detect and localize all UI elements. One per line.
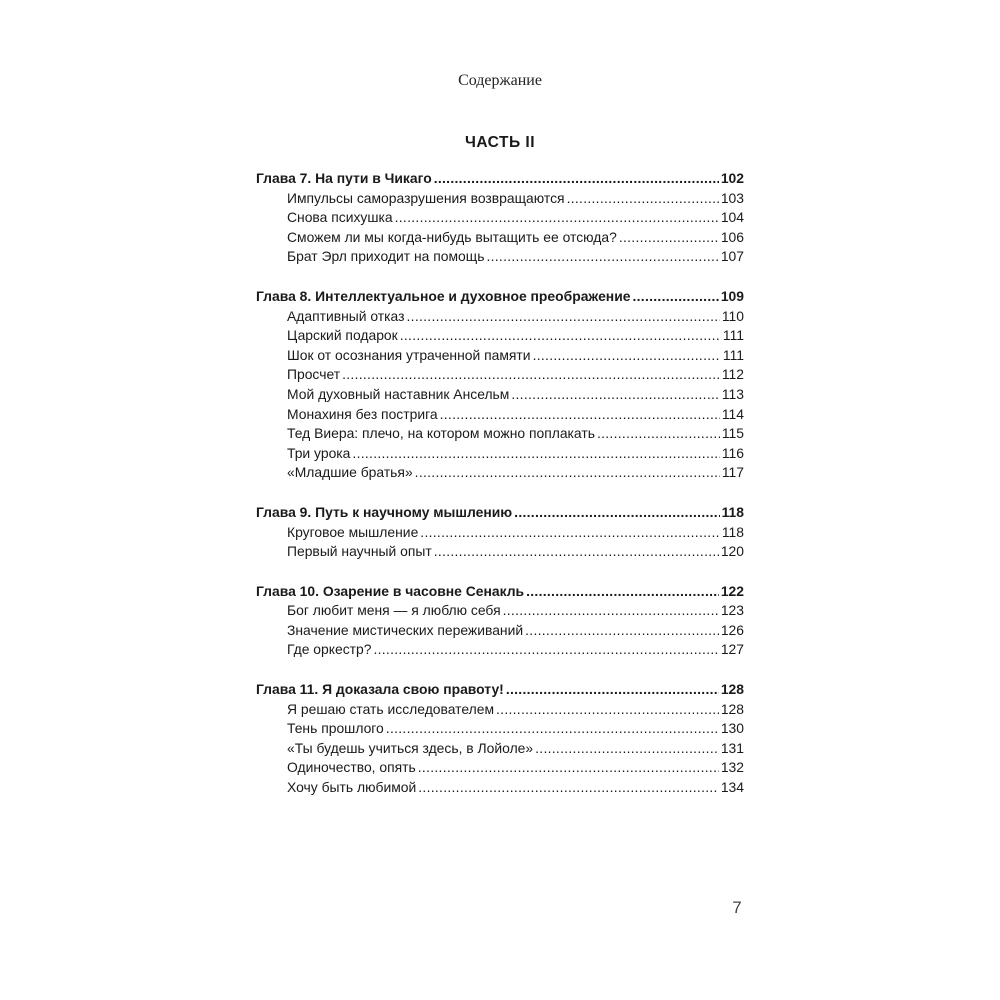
- table-of-contents: [256, 169, 744, 818]
- dot-leader: [434, 542, 719, 562]
- toc-entry[interactable]: [256, 385, 744, 405]
- section-title: Снова психушка: [287, 209, 393, 226]
- page-number: 104: [720, 209, 744, 226]
- section-title: Значение мистических переживаний: [287, 621, 524, 638]
- dot-leader: [503, 601, 719, 621]
- dot-leader: [400, 326, 721, 346]
- chapter-title: Глава 9. Путь к научному мышлению: [256, 503, 513, 520]
- section-title: Просчет: [287, 366, 341, 383]
- section-title: «Младшие братья»: [287, 464, 413, 481]
- page-number: 118: [721, 523, 744, 540]
- section-title: Где оркестр?: [287, 641, 372, 658]
- dot-leader: [395, 208, 719, 228]
- page-number: 116: [721, 444, 744, 461]
- page-number: 128: [720, 681, 744, 698]
- page-number: 117: [721, 464, 744, 481]
- page-number: 110: [721, 307, 744, 324]
- page-number: 120: [720, 543, 744, 560]
- toc-entry[interactable]: [256, 719, 744, 739]
- dot-leader: [511, 385, 719, 405]
- page-number: 122: [720, 582, 744, 599]
- section-title: Шок от осознания утраченной памяти: [287, 346, 531, 363]
- chapter-title: Глава 10. Озарение в часовне Сенакль: [256, 582, 525, 599]
- section-title: Импульсы саморазрушения возвращаются: [287, 189, 565, 206]
- part-title: ЧАСТЬ II: [464, 134, 536, 151]
- page-number: 115: [721, 425, 744, 442]
- page-number: 126: [720, 621, 744, 638]
- page-number: 103: [720, 189, 744, 206]
- toc-entry[interactable]: [256, 405, 744, 425]
- toc-entry[interactable]: [256, 424, 744, 444]
- dot-leader: [632, 287, 718, 307]
- dot-leader: [486, 247, 718, 267]
- section-title: Хочу быть любимой: [287, 779, 417, 796]
- toc-entry[interactable]: [256, 208, 744, 228]
- toc-entry[interactable]: [256, 307, 744, 327]
- dot-leader: [567, 189, 719, 209]
- dot-leader: [352, 444, 719, 464]
- dot-leader: [418, 758, 719, 778]
- section-title: Сможем ли мы когда-нибудь вытащить ее отсюда?: [287, 228, 617, 245]
- dot-leader: [619, 228, 719, 248]
- dot-leader: [526, 582, 719, 602]
- dot-leader: [420, 523, 720, 543]
- dot-leader: [418, 778, 719, 798]
- page-number: 109: [720, 287, 744, 304]
- section-title: Я решаю стать исследователем: [287, 700, 495, 717]
- chapter-10: [256, 582, 744, 660]
- page-number: 127: [720, 641, 744, 658]
- page-number: 134: [720, 779, 744, 796]
- section-title: «Ты будешь учиться здесь, в Лойоле»: [287, 739, 534, 756]
- section-title: Первый научный опыт: [287, 543, 432, 560]
- dot-leader: [525, 621, 719, 641]
- dot-leader: [440, 405, 720, 425]
- section-title: Брат Эрл приходит на помощь: [287, 248, 485, 265]
- dot-leader: [514, 503, 719, 523]
- toc-entry[interactable]: [256, 247, 744, 267]
- section-title: Одиночество, опять: [287, 759, 416, 776]
- toc-entry[interactable]: [256, 365, 744, 385]
- section-title: Тень прошлого: [287, 720, 384, 737]
- page-number: 102: [720, 170, 744, 186]
- dot-leader: [386, 719, 719, 739]
- dot-leader: [535, 739, 719, 759]
- section-title: Адаптивный отказ: [287, 307, 405, 324]
- toc-entry[interactable]: [256, 640, 744, 660]
- page-number: 132: [720, 759, 744, 776]
- section-title: Бог любит меня — я люблю себя: [287, 602, 501, 619]
- chapter-title: Глава 8. Интеллектуальное и духовное преображение: [256, 287, 631, 304]
- toc-entry[interactable]: [256, 444, 744, 464]
- dot-leader: [496, 700, 719, 720]
- page-number: 114: [721, 405, 744, 422]
- page-number: 106: [720, 228, 744, 245]
- toc-entry[interactable]: [256, 228, 744, 248]
- running-head: Содержание: [458, 72, 542, 89]
- page-number: 130: [720, 720, 744, 737]
- page-number: 111: [722, 327, 744, 344]
- toc-entry[interactable]: [256, 542, 744, 562]
- dot-leader: [533, 346, 721, 366]
- chapter-8: [256, 287, 744, 483]
- dot-leader: [506, 680, 719, 700]
- dot-leader: [342, 365, 720, 385]
- page-number: 128: [720, 700, 744, 717]
- dot-leader: [373, 640, 718, 660]
- page-number: 123: [720, 602, 744, 619]
- toc-entry[interactable]: [256, 169, 744, 189]
- page-number: 118: [721, 503, 744, 520]
- toc-entry[interactable]: [256, 739, 744, 759]
- toc-entry[interactable]: [256, 189, 744, 209]
- toc-entry[interactable]: [256, 758, 744, 778]
- section-title: Царский подарок: [287, 327, 398, 344]
- page-number: 113: [721, 385, 744, 402]
- page-number: 111: [722, 346, 744, 363]
- toc-entry[interactable]: [256, 463, 744, 483]
- page-number: 107: [720, 248, 744, 265]
- toc-entry[interactable]: [256, 346, 744, 366]
- page-number: 112: [721, 366, 744, 383]
- toc-entry[interactable]: [256, 601, 744, 621]
- chapter-7: [256, 169, 744, 267]
- toc-entry[interactable]: [256, 680, 744, 700]
- chapter-11: [256, 680, 744, 798]
- toc-entry[interactable]: [256, 700, 744, 720]
- chapter-9: [256, 503, 744, 562]
- chapter-title: Глава 11. Я доказала свою правоту!: [256, 681, 504, 698]
- page-number: 131: [720, 739, 744, 756]
- toc-entry[interactable]: [256, 287, 744, 307]
- chapter-title: Глава 7. На пути в Чикаго: [256, 170, 432, 186]
- toc-entry[interactable]: [256, 778, 744, 798]
- toc-entry[interactable]: [256, 326, 744, 346]
- dot-leader: [415, 463, 720, 483]
- page-folio: 7: [732, 898, 742, 917]
- section-title: Монахиня без пострига: [287, 405, 438, 422]
- section-title: Тед Виера: плечо, на котором можно поплакать: [287, 425, 595, 442]
- toc-entry[interactable]: [256, 621, 744, 641]
- toc-entry[interactable]: [256, 523, 744, 543]
- dot-leader: [434, 169, 719, 189]
- dot-leader: [597, 424, 720, 444]
- toc-entry[interactable]: [256, 503, 744, 523]
- section-title: Мой духовный наставник Ансельм: [287, 385, 510, 402]
- dot-leader: [407, 307, 720, 327]
- toc-entry[interactable]: [256, 582, 744, 602]
- section-title: Три урока: [287, 444, 351, 461]
- section-title: Круговое мышление: [287, 523, 419, 540]
